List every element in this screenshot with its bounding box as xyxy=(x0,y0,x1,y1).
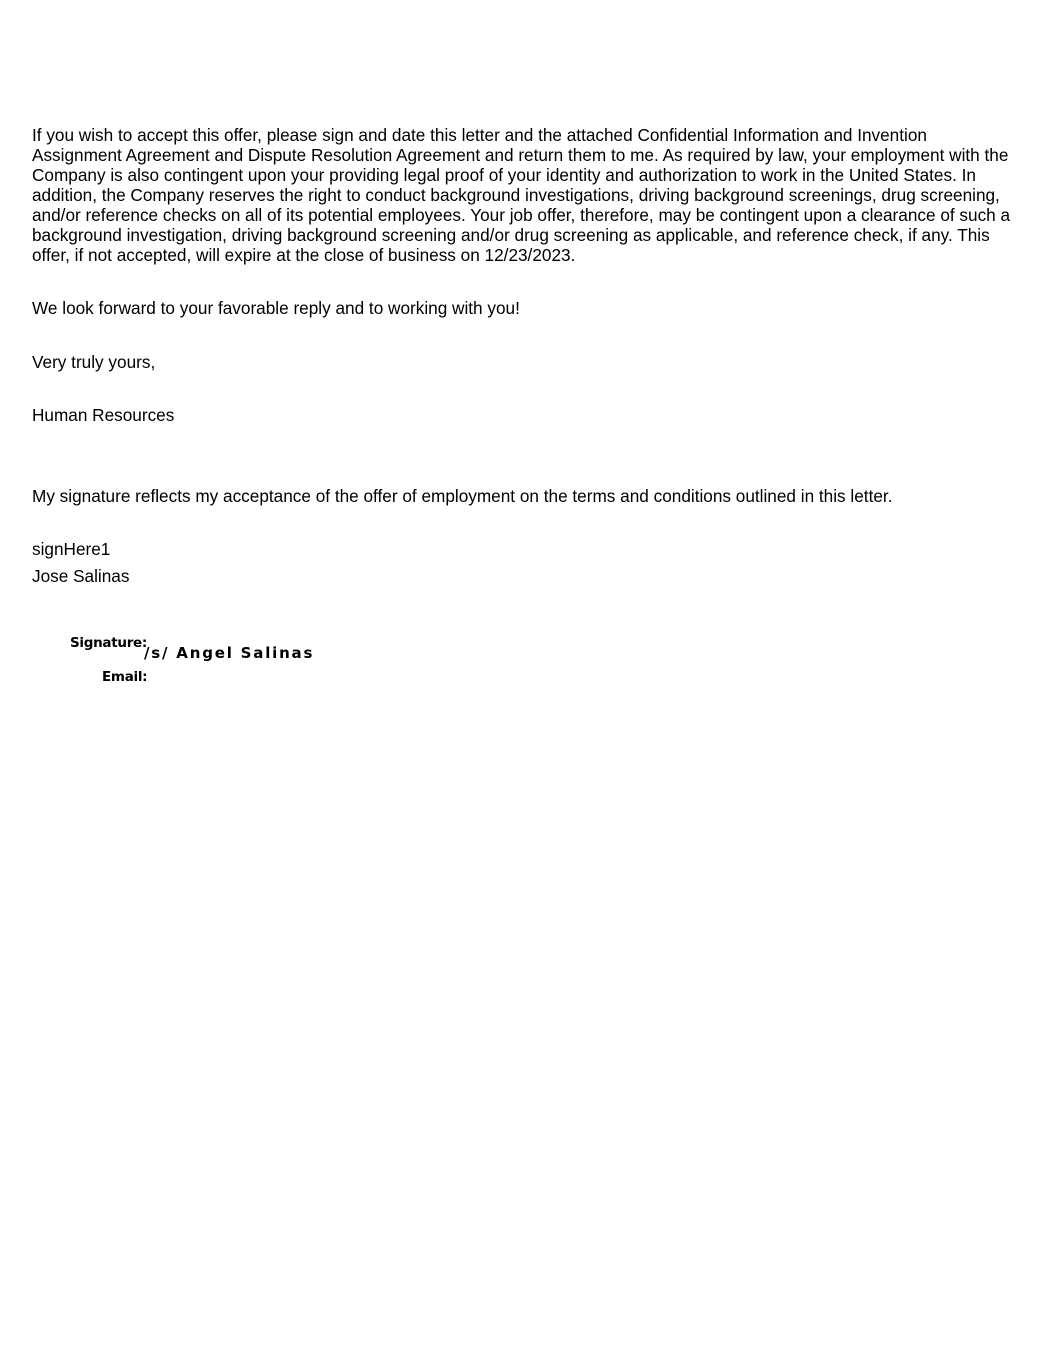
signature-label: Signature: xyxy=(70,635,148,651)
sender-name: Human Resources xyxy=(32,405,175,425)
paragraph-line: background investigation, driving background screening and/or drug screening as applicable, and reference check, if any. This xyxy=(32,225,990,245)
paragraph-line: offer, if not accepted, will expire at the close of business on 12/23/2023. xyxy=(32,245,576,265)
offer-acceptance-paragraph xyxy=(32,125,1022,265)
acceptance-statement: My signature reflects my acceptance of the offer of employment on the terms and conditions outlined in this letter. xyxy=(32,486,893,506)
paragraph-line: and/or reference checks on all of its potential employees. Your job offer, therefore, may be contingent upon a clearance of such a xyxy=(32,205,1011,225)
paragraph-line: If you wish to accept this offer, please sign and date this letter and the attached Confidential Information and Invention xyxy=(32,125,927,145)
paragraph-line: addition, the Company reserves the right to conduct background investigations, driving background screenings, drug screening, xyxy=(32,185,1000,205)
candidate-name: Jose Salinas xyxy=(32,566,130,586)
sign-here-placeholder: signHere1 xyxy=(32,539,111,559)
look-forward-line: We look forward to your favorable reply and to working with you! xyxy=(32,298,520,318)
signature-value: /s/ Angel Salinas xyxy=(144,644,315,662)
paragraph-line: Company is also contingent upon your providing legal proof of your identity and authorization to work in the United States. In xyxy=(32,165,976,185)
paragraph-line: Assignment Agreement and Dispute Resolution Agreement and return them to me. As required by law, your employment with the xyxy=(32,145,1009,165)
closing-salutation: Very truly yours, xyxy=(32,352,156,372)
email-label: Email: xyxy=(102,669,148,685)
